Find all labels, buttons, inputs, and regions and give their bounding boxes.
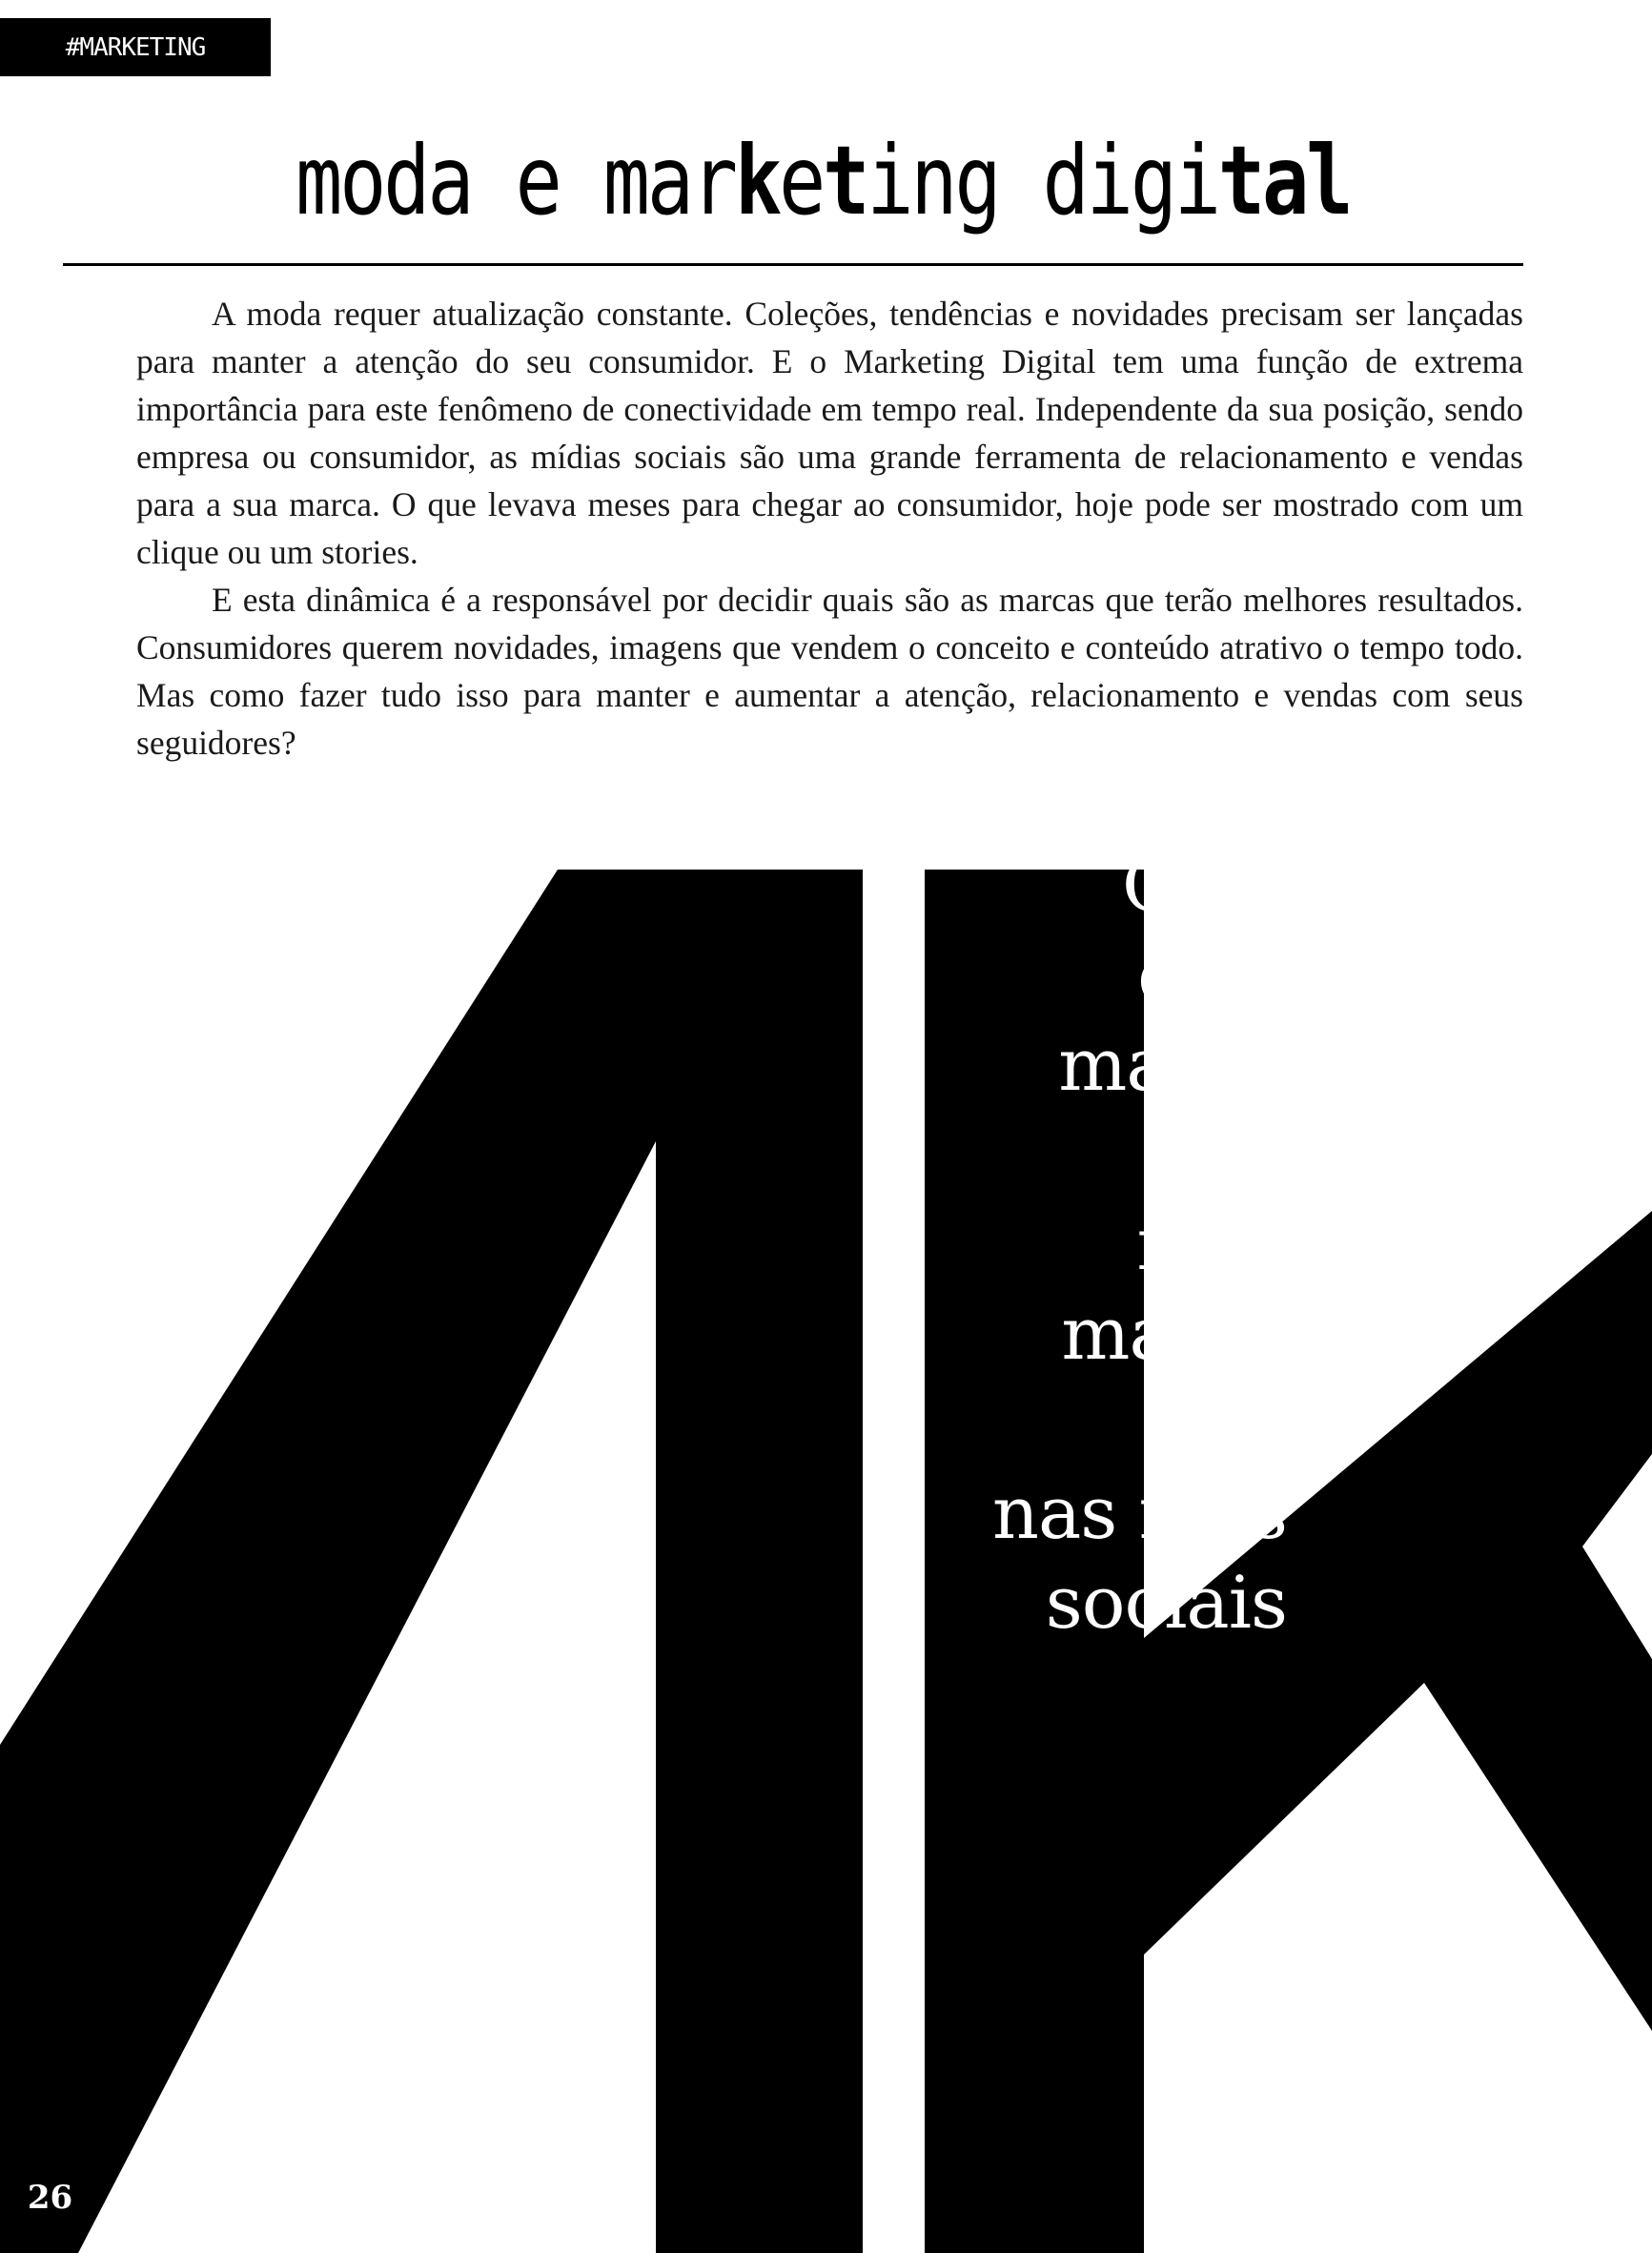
quote-line: digi [1152, 1112, 1287, 1197]
quote-line: sociais [1045, 1560, 1287, 1645]
letter-a-shape [0, 870, 863, 2253]
quote-line: marca [1061, 1291, 1287, 1376]
quote-line: marke [1058, 1022, 1287, 1107]
section-tag: #MARKETING [0, 18, 271, 76]
title-part: e [778, 125, 824, 236]
quote-line: nas mí s [992, 1470, 1287, 1555]
quote-line: Com [1122, 843, 1287, 928]
title-part-bold: t [823, 125, 867, 236]
title-part-bold: tal [1217, 125, 1351, 236]
paragraph: E esta dinâmica é a responsável por decidir quais são as marcas que terão melhores resultados. Consumidores querem novidades, imagens que vendem o conceito e conteúdo atrativo o tempo todo. Mas como fazer tudo isso para manter e aumentar a atenção, relacionamento e vendas com seus seguidores? [136, 581, 1523, 762]
pull-quote [858, 841, 1287, 1648]
page-number: 26 [14, 2164, 86, 2231]
title-part: moda e mar [296, 125, 735, 236]
paragraph: A moda requer atualização constante. Coleções, tendências e novidades precisam ser lançadas para manter a atenção do seu consumidor. E o Marketing Digital tem uma função de extrema importância para este fenômeno de conectividade em tempo real. Independente da sua posição, sendo empresa ou consumidor, as mídias sociais são uma grande ferramenta de relacionamento e vendas para a sua marca. O que levava meses para chegar ao consumidor, hoje pode ser mostrado com um clique ou um stories. [136, 295, 1523, 571]
title-part-bold: k [734, 125, 779, 236]
title-part: ing digi [867, 125, 1218, 236]
quote-line: dica [1137, 932, 1287, 1017]
quote-line: suc [1165, 1381, 1287, 1465]
quote-line: faça [1136, 1201, 1287, 1286]
